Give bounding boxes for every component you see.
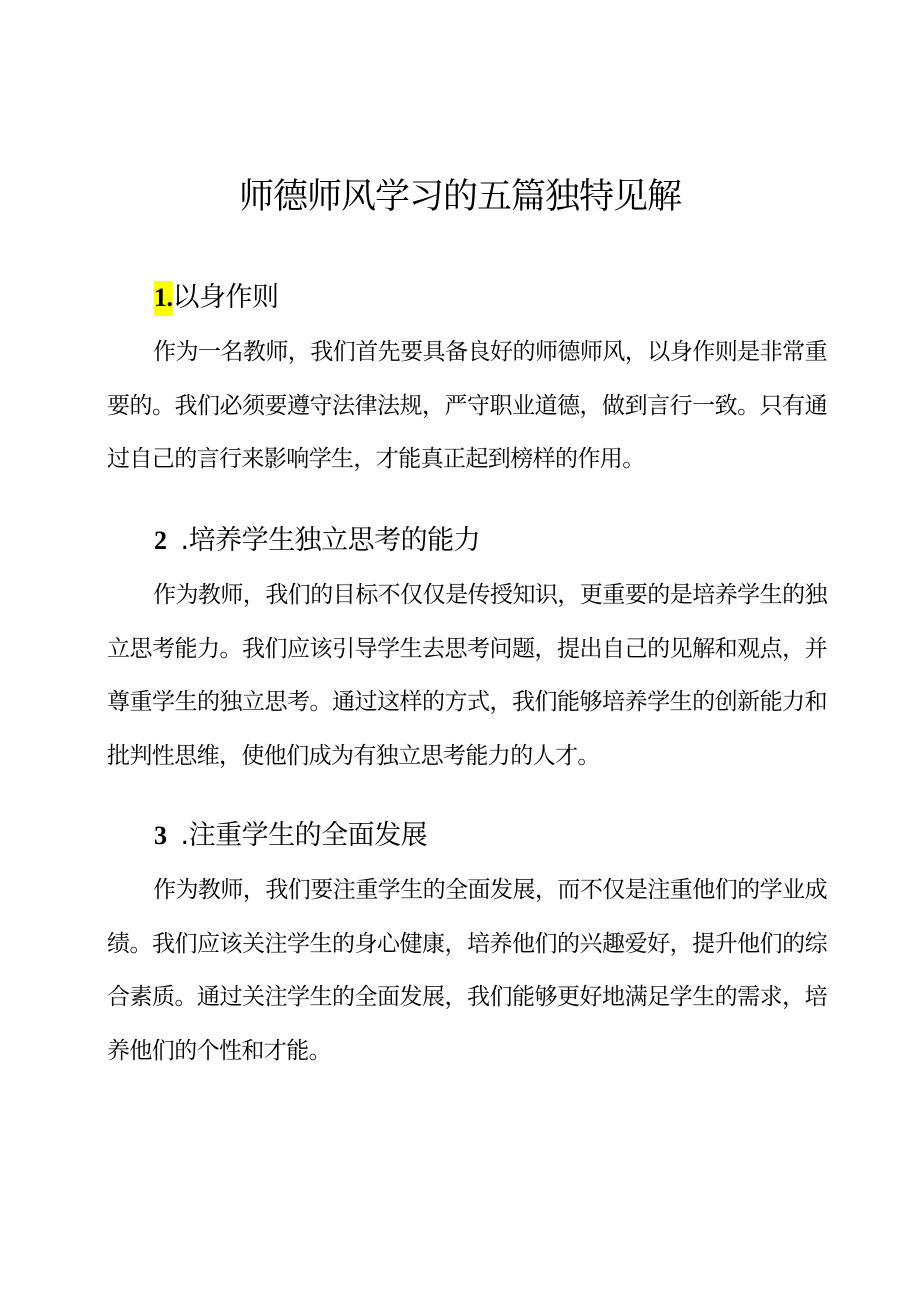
section-heading-text: .培养学生独立思考的能力: [180, 525, 481, 556]
section-paragraph: 作为教师，我们要注重学生的全面发展，而不仅是注重他们的学业成绩。我们应该关注学生的身心健康，培养他们的兴趣爱好，提升他们的综合素质。通过关注学生的全面发展，我们能够更好地满足学生的需求，培养他们的个性和才能。: [107, 877, 827, 1064]
section-2: [107, 521, 827, 783]
section-1: [107, 278, 827, 487]
document-title: 师德师风学习的五篇独特见解: [238, 177, 681, 217]
section-heading: [107, 521, 827, 561]
section-paragraph: 作为教师，我们的目标不仅仅是传授知识，更重要的是培养学生的独立思考能力。我们应该引导学生去思考问题，提出自己的见解和观点，并尊重学生的独立思考。通过这样的方式，我们能够培养学生的创新能力和批判性思维，使他们成为有独立思考能力的人才。: [107, 582, 827, 769]
section-heading-text: .注重学生的全面发展: [180, 820, 428, 851]
section-number: 3: [154, 821, 167, 850]
section-heading: [107, 278, 827, 318]
section-3: [107, 816, 827, 1078]
section-heading-text: 以身作则: [172, 282, 279, 313]
section-number: 2: [154, 526, 167, 555]
section-paragraph: 作为一名教师，我们首先要具备良好的师德师风，以身作则是非常重要的。我们必须要遵守法律法规，严守职业道德，做到言行一致。只有通过自己的言行来影响学生，才能真正起到榜样的作用。: [107, 339, 827, 472]
section-number-highlighted: 1.: [154, 281, 173, 316]
section-heading: [107, 816, 827, 856]
